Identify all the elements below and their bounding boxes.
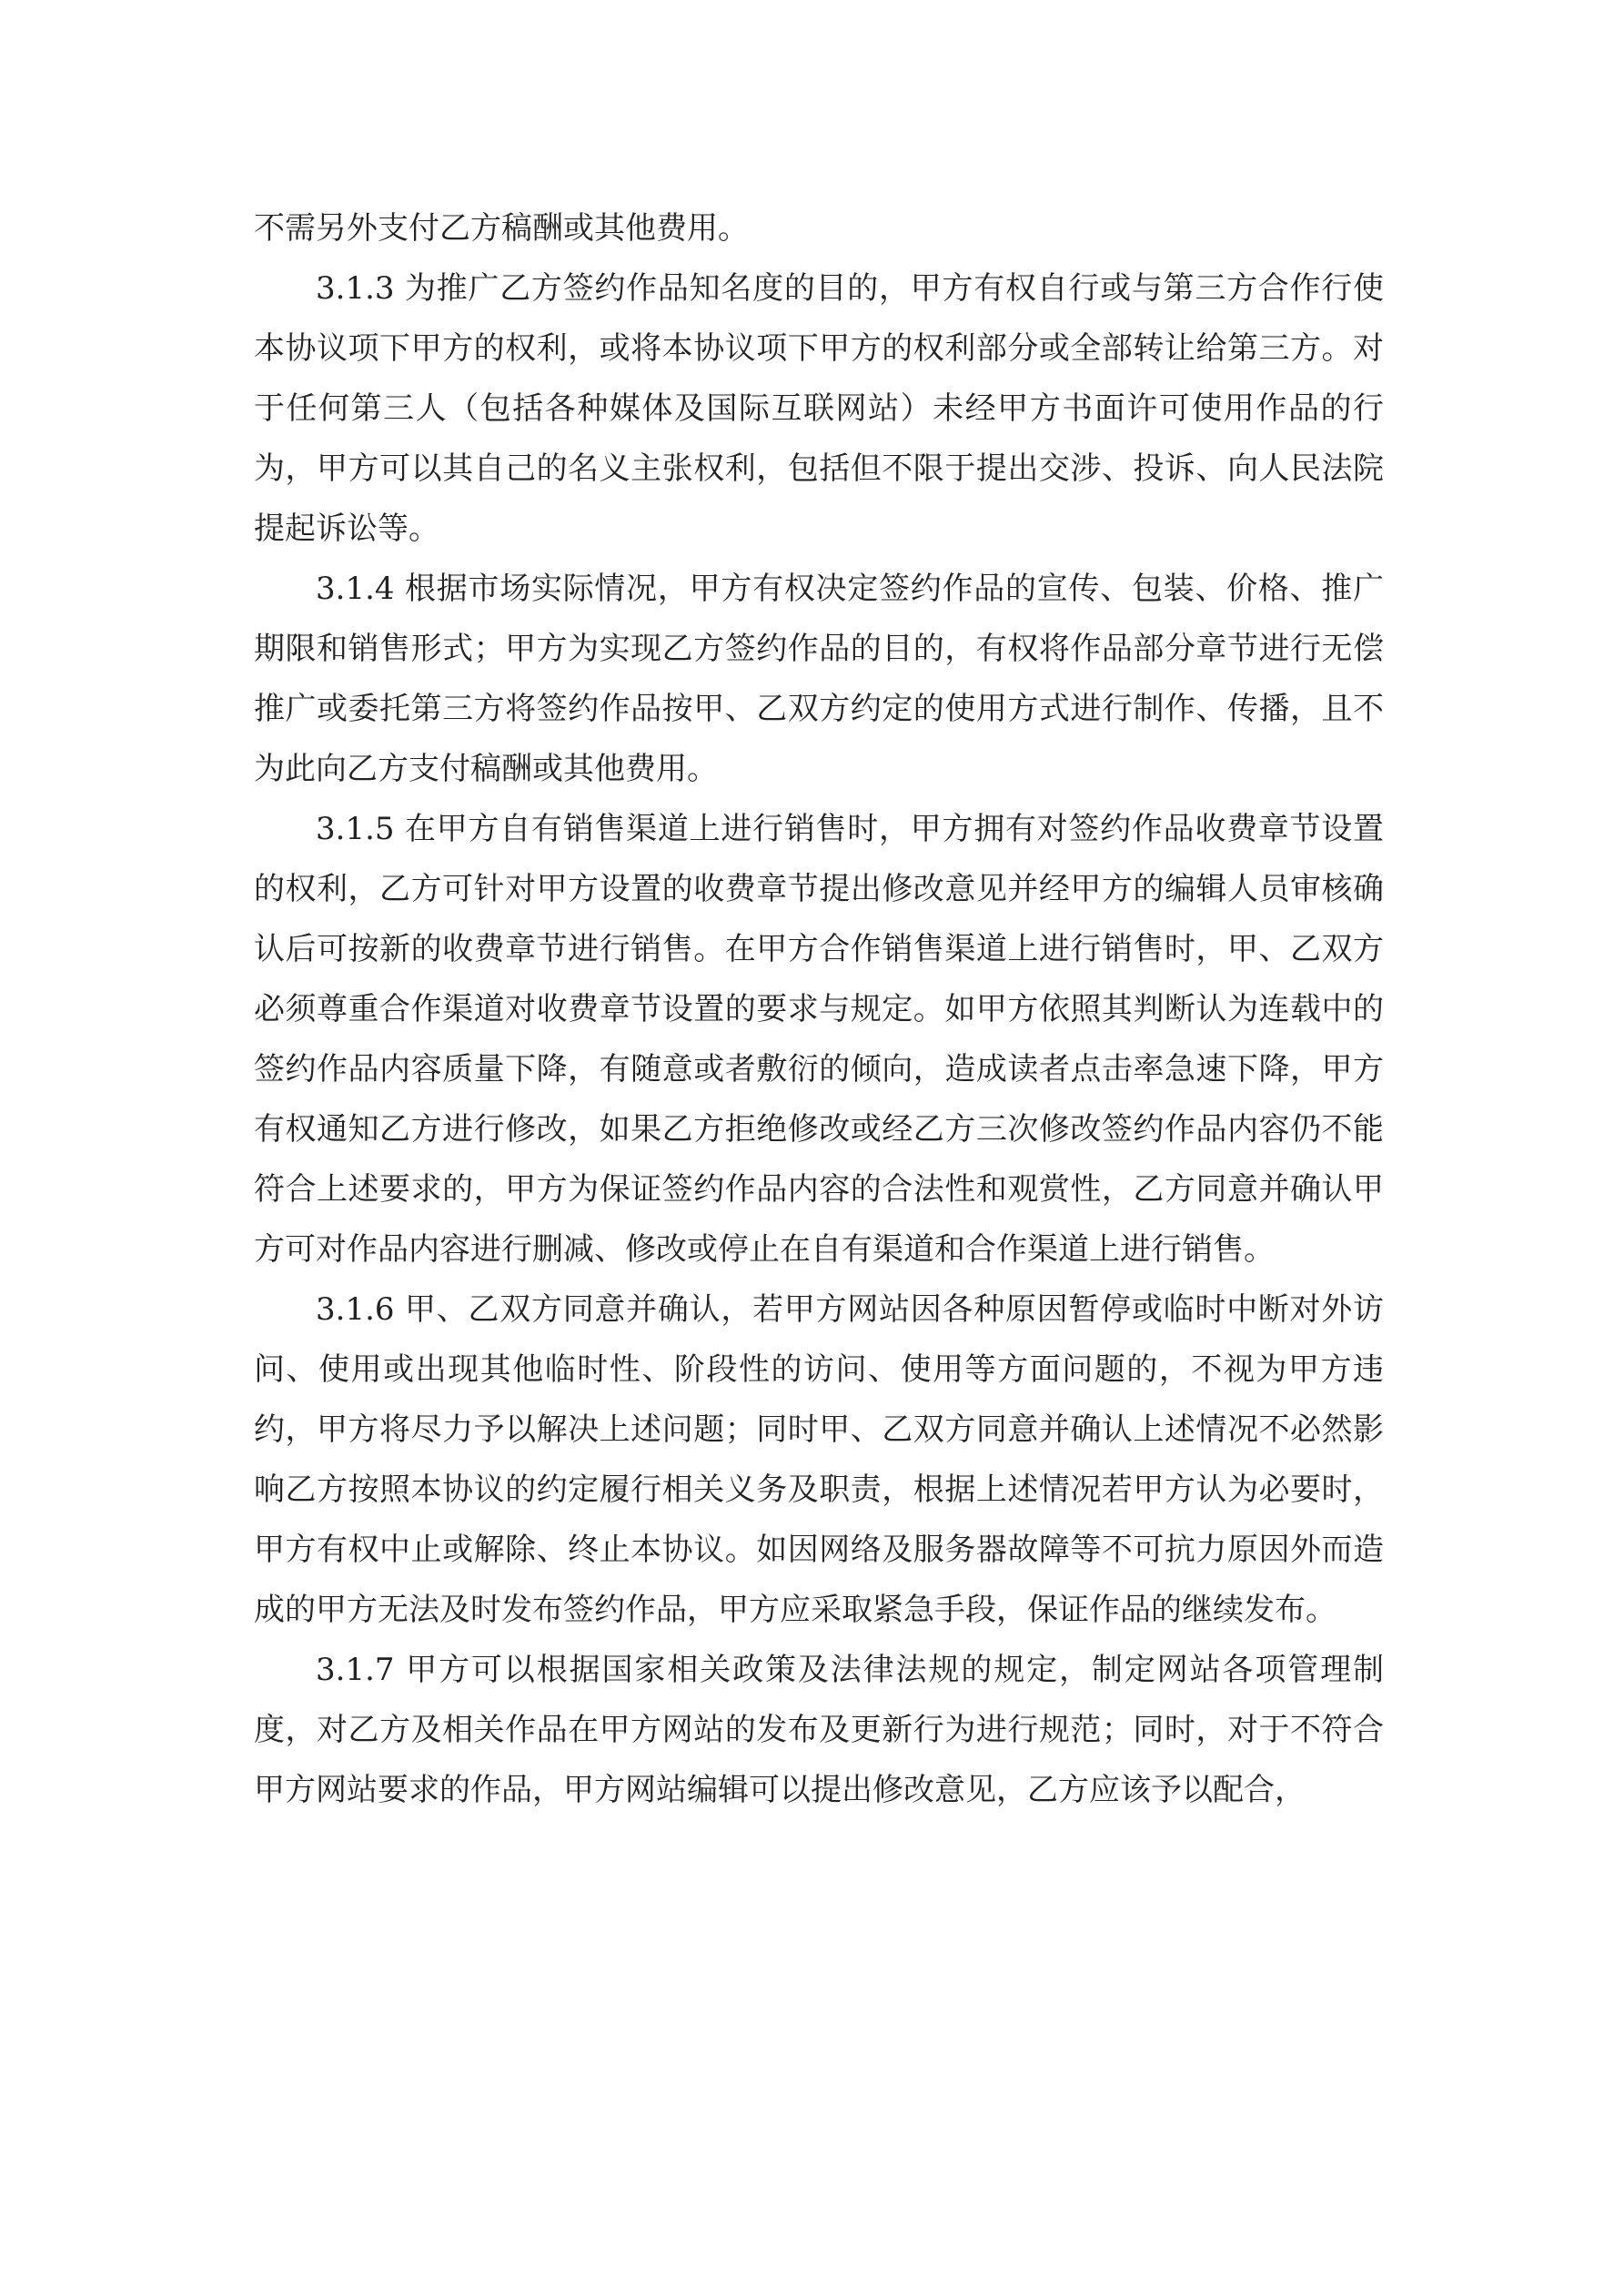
clause-3-1-4: 3.1.4 根据市场实际情况，甲方有权决定签约作品的宣传、包装、价格、推广期限和销售形式；甲方为实现乙方签约作品的目的，有权将作品部分章节进行无偿推广或委托第三方将签约作品按甲、乙双方约定的使用方式进行制作、传播，且不为此向乙方支付稿酬或其他费用。 (254, 571, 1384, 787)
contract-body (254, 198, 1384, 1820)
clause-3-1-7: 3.1.7 甲方可以根据国家相关政策及法律法规的规定，制定网站各项管理制度，对乙方及相关作品在甲方网站的发布及更新行为进行规范；同时，对于不符合甲方网站要求的作品，甲方网站编辑可以提出修改意见，乙方应该予以配合， (254, 1652, 1384, 1808)
clause-3-1-6: 3.1.6 甲、乙双方同意并确认，若甲方网站因各种原因暂停或临时中断对外访问、使用或出现其他临时性、阶段性的访问、使用等方面问题的，不视为甲方违约，甲方将尽力予以解决上述问题；同时甲、乙双方同意并确认上述情况不必然影响乙方按照本协议的约定履行相关义务及职责，根据上述情况若甲方认为必要时，甲方有权中止或解除、终止本协议。如因网络及服务器故障等不可抗力原因外而造成的甲方无法及时发布签约作品，甲方应采取紧急手段，保证作品的继续发布。 (254, 1291, 1384, 1628)
clause-3-1-3: 3.1.3 为推广乙方签约作品知名度的目的，甲方有权自行或与第三方合作行使本协议项下甲方的权利，或将本协议项下甲方的权利部分或全部转让给第三方。对于任何第三人（包括各种媒体及国际互联网站）未经甲方书面许可使用作品的行为，甲方可以其自己的名义主张权利，包括但不限于提出交涉、投诉、向人民法院提起诉讼等。 (254, 270, 1384, 547)
clause-3-1-5: 3.1.5 在甲方自有销售渠道上进行销售时，甲方拥有对签约作品收费章节设置的权利，乙方可针对甲方设置的收费章节提出修改意见并经甲方的编辑人员审核确认后可按新的收费章节进行销售。在甲方合作销售渠道上进行销售时，甲、乙双方必须尊重合作渠道对收费章节设置的要求与规定。如甲方依照其判断认为连载中的签约作品内容质量下降，有随意或者敷衍的倾向，造成读者点击率急速下降，甲方有权通知乙方进行修改，如果乙方拒绝修改或经乙方三次修改签约作品内容仍不能符合上述要求的，甲方为保证签约作品内容的合法性和观赏性，乙方同意并确认甲方可对作品内容进行删减、修改或停止在自有渠道和合作渠道上进行销售。 (254, 811, 1384, 1268)
continuation-paragraph: 不需另外支付乙方稿酬或其他费用。 (254, 210, 749, 247)
